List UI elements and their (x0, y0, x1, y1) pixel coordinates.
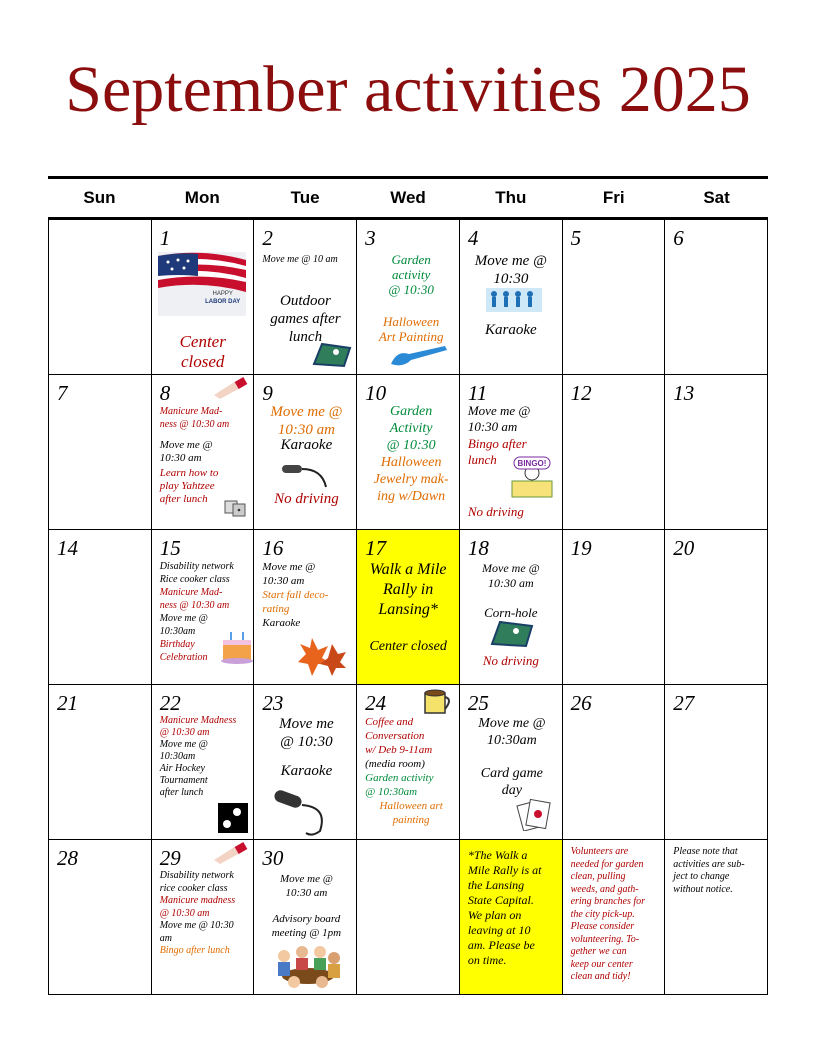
day-number: 12 (570, 381, 592, 405)
nail-polish-icon (212, 377, 250, 403)
paintbrush-icon (389, 344, 449, 372)
day-cell-29 (152, 840, 255, 995)
day-cell-22 (152, 685, 255, 840)
event-text: Move me @ 10:30 am (482, 561, 540, 590)
labor-day-badge: HAPPY LABOR DAY (205, 291, 241, 305)
cornhole-board-icon (488, 620, 536, 652)
cornhole-board-icon (310, 342, 354, 372)
day-cell-15 (152, 530, 255, 685)
day-number: 6 (673, 226, 684, 250)
day-number: 1 (159, 226, 171, 250)
day-cell-empty (49, 220, 152, 375)
event-text: No driving (482, 653, 539, 668)
page-title: September activities 2025 (65, 53, 751, 126)
labor-day-flag-icon (158, 252, 246, 316)
day-cell-26 (563, 685, 666, 840)
day-cell-9 (254, 375, 357, 530)
day-number: 15 (159, 536, 181, 560)
day-cell-4 (460, 220, 563, 375)
event-text: No driving (274, 491, 339, 507)
event-text: Walk a Mile Rally in Lansing* (369, 561, 447, 618)
day-number: 29 (159, 846, 181, 870)
day-cell-19 (563, 530, 666, 685)
event-text: Garden Activity @ 10:30 (386, 404, 436, 453)
event-text: Karaoke (485, 322, 537, 338)
event-text: Bingo after lunch (467, 436, 527, 467)
event-text: Move me @ 10:30 am (270, 404, 343, 438)
meeting-people-icon (272, 942, 344, 995)
day-number: 3 (365, 226, 376, 250)
event-text: Disability network rice cooker class Manicure madness @ 10:30 am Move me @ 10:30 am Bingo after lunch (159, 870, 236, 956)
event-text: Move me @ 10:30am (478, 716, 546, 748)
day-number: 2 (262, 226, 273, 250)
day-number: 24 (365, 691, 387, 715)
birthday-cake-icon (220, 626, 254, 668)
event-text: Move me @ 10:30 (474, 253, 547, 287)
day-cell-24 (357, 685, 460, 840)
day-cell-30 (254, 840, 357, 995)
day-number: 7 (57, 381, 68, 405)
calendar (48, 176, 768, 995)
day-cell-23 (254, 685, 357, 840)
nail-polish-icon (212, 842, 250, 868)
exercise-people-icon (486, 288, 542, 316)
weekday-sun: Sun (83, 188, 116, 207)
day-cell-empty (357, 840, 460, 995)
event-text: Center closed (369, 639, 447, 654)
day-cell-17 (357, 530, 460, 685)
event-text: Advisory board meeting @ 1pm (271, 913, 342, 939)
day-number: 25 (467, 691, 489, 715)
air-hockey-icon (218, 803, 248, 837)
dice-icon (224, 499, 246, 521)
center-closed-note: Center closed (179, 332, 226, 371)
day-cell-20 (665, 530, 768, 685)
day-number: 19 (570, 536, 592, 560)
day-cell-13 (665, 375, 768, 530)
event-text: Karaoke (280, 763, 333, 779)
day-number: 8 (159, 381, 171, 405)
day-number: 16 (262, 536, 284, 560)
day-cell-14 (49, 530, 152, 685)
event-text: Outdoor games after lunch (270, 293, 341, 345)
event-text: Move me @ 10:30 am (159, 439, 213, 464)
day-cell-7 (49, 375, 152, 530)
day-number: 23 (262, 691, 284, 715)
event-text: Halloween Jewelry mak- ing w/Dawn (373, 455, 449, 504)
day-number: 13 (673, 381, 695, 405)
event-text: Move me @ 10 am (262, 254, 338, 265)
day-cell-27 (665, 685, 768, 840)
day-cell-21 (49, 685, 152, 840)
volunteers-note: Volunteers are needed for garden clean, pulling weeds, and gath- ering branches for the city pick-up. Please consider volunteering. To- gether we can keep our center clean and tidy! (563, 840, 666, 995)
day-number: 11 (467, 381, 488, 405)
event-text: Halloween art painting (379, 800, 443, 826)
day-cell-2 (254, 220, 357, 375)
day-cell-16 (254, 530, 357, 685)
day-number: 9 (262, 381, 273, 405)
event-text: Karaoke (280, 437, 333, 453)
event-text: Move me @ 10:30 am (279, 873, 333, 899)
schedule-change-note: Please note that activities are sub- ject to change without notice. (665, 840, 768, 995)
day-cell-5 (563, 220, 666, 375)
day-cell-8 (152, 375, 255, 530)
bingo-icon (508, 455, 556, 503)
day-number: 28 (57, 846, 78, 870)
day-cell-25 (460, 685, 563, 840)
day-number: 20 (673, 536, 695, 560)
microphone-icon (272, 787, 334, 840)
weekday-tue: Tue (290, 188, 320, 207)
event-text: Garden activity @ 10:30 (388, 252, 434, 297)
day-cell-11 (460, 375, 563, 530)
playing-cards-icon (514, 799, 554, 835)
event-text: Halloween Art Painting (378, 314, 444, 344)
weekday-thu: Thu (495, 188, 527, 207)
event-text: Learn how to play Yahtzee after lunch (159, 467, 219, 505)
day-number: 17 (365, 536, 387, 560)
day-cell-1 (152, 220, 255, 375)
day-cell-12 (563, 375, 666, 530)
microphone-icon (278, 461, 332, 495)
weekday-wed: Wed (390, 188, 426, 207)
event-text: Card game day (480, 766, 543, 798)
day-number: 14 (57, 536, 78, 560)
day-number: 21 (57, 691, 78, 715)
day-cell-3 (357, 220, 460, 375)
day-cell-10 (357, 375, 460, 530)
weekday-header (48, 176, 768, 220)
event-text: Coffee and Conversation w/ Deb 9-11am (media room) Garden activity @ 10:30am (365, 716, 434, 798)
day-cell-18 (460, 530, 563, 685)
day-number: 22 (159, 691, 181, 715)
event-text: Move me @ 10:30 am (467, 403, 531, 434)
day-number: 4 (467, 226, 479, 250)
day-number: 18 (467, 536, 489, 560)
day-cell-6 (665, 220, 768, 375)
weekday-fri: Fri (602, 188, 625, 207)
day-cell-28 (49, 840, 152, 995)
event-text: Manicure Madness @ 10:30 am Move me @ 10:30am Air Hockey Tournament after lunch (159, 715, 237, 798)
event-text: Disability network Rice cooker class Manicure Mad- ness @ 10:30 am Move me @ 10:30am Birthday Celebration (159, 561, 234, 663)
calendar-grid (48, 220, 768, 995)
event-text: Manicure Mad- ness @ 10:30 am (159, 406, 230, 430)
day-number: 26 (570, 691, 592, 715)
weekday-sat: Sat (703, 188, 730, 207)
fall-leaves-icon (298, 634, 348, 682)
bingo-label: BINGO! (517, 459, 547, 468)
day-number: 10 (365, 381, 387, 405)
weekday-mon: Mon (184, 188, 220, 207)
event-text: Move me @ 10:30 (279, 716, 334, 750)
event-text: No driving (467, 504, 524, 519)
day-number: 5 (570, 226, 582, 250)
day-number: 27 (673, 691, 695, 715)
event-text: Move me @ 10:30 am Start fall deco- rating Karaoke (262, 561, 329, 629)
event-text: Corn-hole (484, 605, 538, 620)
walk-rally-note: *The Walk a Mile Rally is at the Lansing State Capital. We plan on leaving at 10 am. Please be on time. (460, 840, 563, 995)
day-number: 30 (262, 846, 284, 870)
